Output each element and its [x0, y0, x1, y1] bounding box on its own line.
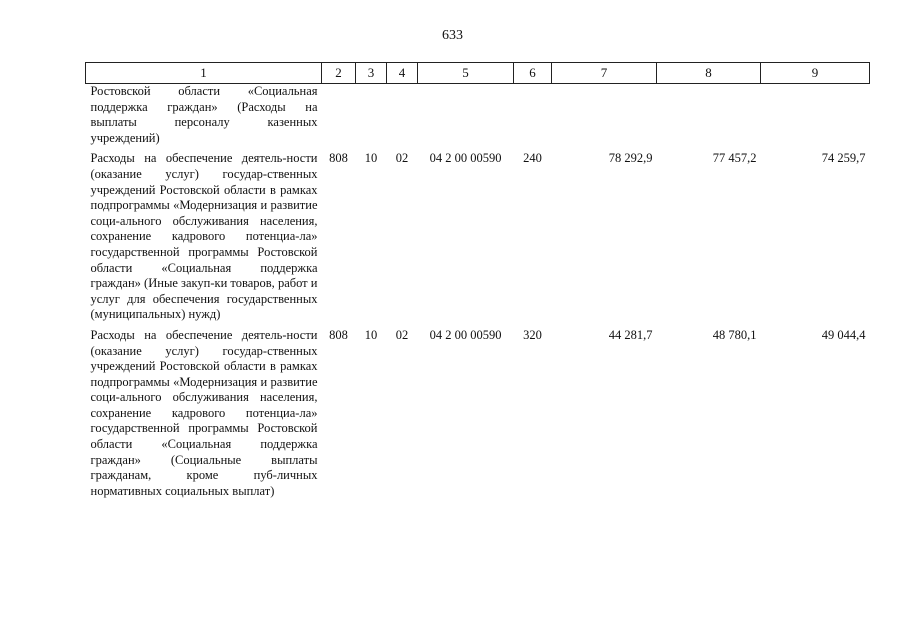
- table-row: [86, 327, 870, 504]
- row-description: Ростовской области «Социальная поддержка граждан» (Расходы на выплаты персоналу казенных учреждений): [90, 84, 318, 145]
- amount-col8: 77 457,2: [712, 151, 757, 166]
- expense-type-code: 240: [523, 151, 542, 166]
- table-header-row: [86, 63, 870, 84]
- page-number: 633: [442, 28, 463, 43]
- subsection-code: 02: [395, 151, 409, 166]
- column-header: 2: [322, 63, 356, 84]
- table-row: [86, 150, 870, 327]
- section-code: 10: [364, 151, 378, 166]
- column-header: 1: [86, 63, 322, 84]
- expense-type-code: [514, 84, 552, 151]
- column-header: 3: [356, 63, 387, 84]
- ministry-code: [322, 84, 356, 151]
- amount-col7: 78 292,9: [608, 151, 653, 166]
- amount-col8: [657, 84, 761, 151]
- budget-table: [85, 62, 870, 503]
- row-description: Расходы на обеспечение деятель-ности (оказание услуг) государ-ственных учреждений Ростовской области в рамках подпрограммы «Модернизация и развитие соци-ального обслуживания населения, сохранение кадрового потенциа-ла» государственной программы Ростовской области «Социальная поддержка граждан» (Иные закуп-ки товаров, работ и услуг для обеспечения государственных (муниципальных) нужд): [90, 151, 318, 322]
- section-code: [356, 84, 387, 151]
- ministry-code: 808: [329, 151, 348, 166]
- column-header: 5: [418, 63, 514, 84]
- column-header: 8: [657, 63, 761, 84]
- amount-col7: 44 281,7: [608, 327, 653, 342]
- table-row: [86, 84, 870, 151]
- target-article-code: [418, 84, 514, 151]
- amount-col7: [552, 84, 657, 151]
- expense-type-code: 320: [523, 327, 542, 342]
- column-header: 4: [387, 63, 418, 84]
- amount-col9: 49 044,4: [821, 327, 866, 342]
- section-code: 10: [364, 327, 378, 342]
- column-header: 6: [514, 63, 552, 84]
- subsection-code: [387, 84, 418, 151]
- row-description: Расходы на обеспечение деятель-ности (оказание услуг) государ-ственных учреждений Ростовской области в рамках подпрограммы «Модернизация и развитие соци-ального обслуживания населения, сохранение кадрового потенциа-ла» государственной программы Ростовской области «Социальная поддержка граждан» (Социальные выплаты гражданам, кроме пуб-личных нормативных социальных выплат): [90, 327, 318, 498]
- amount-col8: 48 780,1: [712, 327, 757, 342]
- column-header: 7: [552, 63, 657, 84]
- amount-col9: [761, 84, 870, 151]
- target-article-code: 04 2 00 00590: [429, 327, 502, 342]
- target-article-code: 04 2 00 00590: [429, 151, 502, 166]
- column-header: 9: [761, 63, 870, 84]
- amount-col9: 74 259,7: [821, 151, 866, 166]
- subsection-code: 02: [395, 327, 409, 342]
- ministry-code: 808: [329, 327, 348, 342]
